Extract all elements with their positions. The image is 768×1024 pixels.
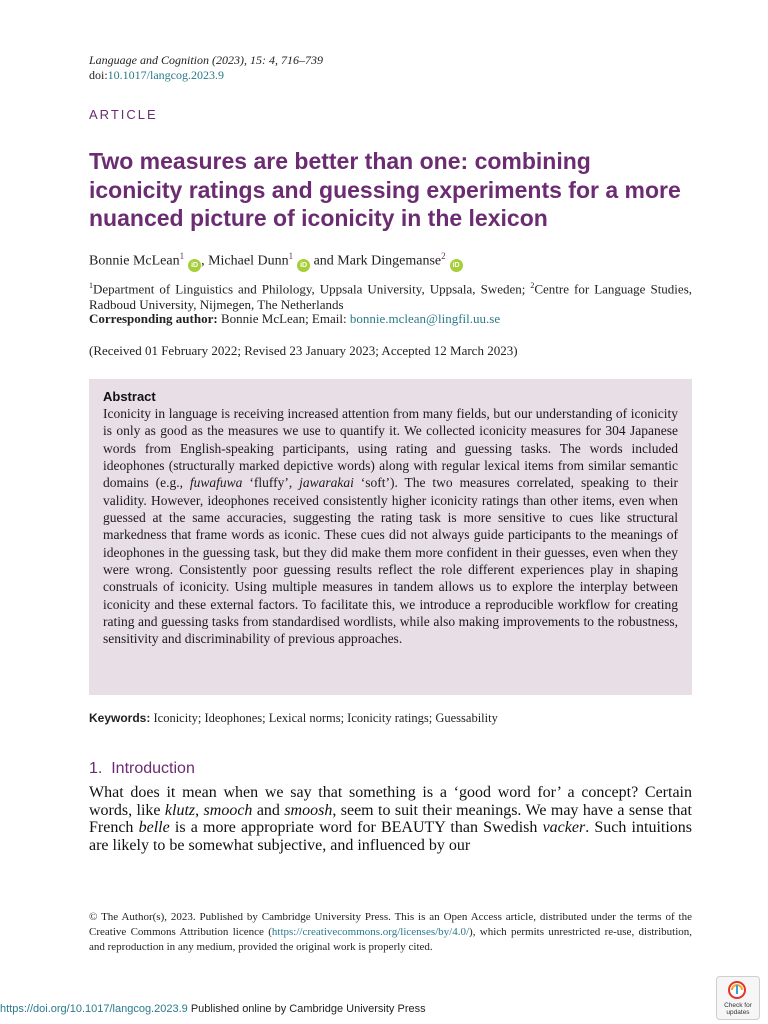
example-word: smooch	[203, 801, 253, 819]
intro-segment: and	[252, 801, 285, 819]
corresponding-label: Corresponding author:	[89, 311, 218, 326]
affiliation-marker: 1	[179, 251, 185, 261]
intro-segment: What does it mean when we say that something is a ‘good word for’ a concept? Certain words, like	[89, 784, 692, 819]
keywords-text: Iconicity; Ideophones; Lexical norms; Iconicity ratings; Guessability	[150, 711, 498, 725]
article-title: Two measures are better than one: combining iconicity ratings and guessing experiments for a more nuanced picture of iconicity in the lexicon	[89, 148, 681, 231]
license-link[interactable]: https://creativecommons.org/licenses/by/4.0/	[271, 926, 470, 938]
affiliation-text: Centre for Language Studies, Radboud University, Nijmegen, The Netherlands	[89, 281, 692, 313]
check-for-updates-button[interactable]	[716, 976, 760, 1020]
copyright-segment: ), which permits unrestricted re-use, distribution, and reproduction in any medium, provided the original work is properly cited.	[89, 926, 692, 953]
journal-citation: Language and Cognition (2023), 15: 4, 716–739	[89, 53, 323, 67]
example-word: klutz	[164, 801, 196, 819]
check-updates-line1: Check for	[724, 1002, 752, 1009]
section-heading	[89, 760, 195, 778]
orcid-icon[interactable]: iD	[188, 259, 201, 272]
corresponding-text: Bonnie McLean; Email:	[217, 311, 350, 326]
affiliation-text: Department of Linguistics and Philology, Uppsala University, Uppsala, Sweden;	[93, 281, 531, 297]
affiliations	[89, 278, 692, 313]
affiliation-marker: 2	[530, 281, 535, 290]
keywords-label: Keywords:	[89, 711, 151, 725]
section-number: 1.	[89, 760, 103, 777]
abstract-segment: ‘fluffy’,	[242, 475, 300, 491]
intro-segment: . Such intuitions are likely to be somewhat subjective, and influenced by our	[89, 819, 693, 854]
check-updates-label	[717, 1002, 759, 1016]
section-title: Introduction	[111, 760, 195, 777]
example-word: fuwafuwa	[189, 475, 243, 491]
abstract-heading: Abstract	[103, 389, 156, 404]
abstract-segment: ‘soft’). The two measures correlated, speaking to their validity. However, ideophones received consistently higher iconicity ratings than other items, even when guessed at the same accuracies, suggesting the rating task is more sensitive to cues like structural markedness that frame words as iconic. These cues did not always guide participants to the meanings of ideophones in the guessing task, but they did make them more confident in their guesses, even when they were wrong. Consistently poor guessing results reflect the role different experiences play in shaping construals of iconicity. Using multiple measures in tandem allows us to explore the interplay between iconicity and these external factors. To facilitate this, we introduce a reproducible workflow for creating rating and guessing tasks from standardised wordlists, while also making improvements to the robustness, sensitivity and discriminability of previous approaches.	[103, 475, 678, 647]
example-word: smoosh	[284, 801, 333, 819]
intro-paragraph	[89, 784, 692, 854]
intro-segment: ,	[195, 801, 204, 819]
intro-segment: , seem to suit their meanings. We may have a sense that French	[89, 801, 692, 837]
intro-segment: is a more appropriate word for BEAUTY than Swedish	[169, 819, 543, 837]
doi-prefix: doi:	[89, 68, 108, 82]
corresponding-author	[89, 311, 500, 327]
page-footer	[0, 1003, 426, 1015]
affiliation-marker: 2	[441, 251, 446, 261]
article-doi	[89, 68, 224, 83]
doi-link[interactable]: 10.1017/langcog.2023.9	[107, 68, 224, 82]
affiliation-marker: 1	[288, 251, 294, 261]
crossmark-icon	[728, 981, 746, 999]
check-updates-line2: updates	[726, 1009, 750, 1016]
copyright-segment: © The Author(s), 2023. Published by Cambridge University Press. This is an Open Access article, distributed under the terms of the Creative Commons Attribution licence (	[89, 911, 692, 938]
footer-text: Published online by Cambridge University Press	[187, 1003, 426, 1015]
submission-dates: (Received 01 February 2022; Revised 23 January 2023; Accepted 12 March 2023)	[89, 343, 518, 358]
author-name[interactable]: Michael Dunn	[208, 253, 289, 269]
affiliation-marker: 1	[89, 281, 93, 290]
keywords	[89, 711, 498, 726]
article-type: ARTICLE	[89, 107, 158, 122]
example-word: vacker	[542, 819, 586, 837]
footer-doi-link[interactable]: https://doi.org/10.1017/langcog.2023.9	[0, 1003, 188, 1015]
email-link[interactable]: bonnie.mclean@lingfil.uu.se	[349, 311, 501, 326]
example-word: jawarakai	[299, 475, 354, 491]
abstract-text	[103, 405, 678, 648]
orcid-icon[interactable]: iD	[297, 259, 310, 272]
author-name[interactable]: Bonnie McLean	[89, 253, 180, 269]
author-separator: and	[310, 253, 338, 269]
author-separator: ,	[201, 253, 209, 269]
abstract-segment: Iconicity in language is receiving increased attention from many fields, but our understanding of iconicity is only as good as the measures we use to quantify it. We collected iconicity measures for 304 Japanese words from English-speaking participants, using rating and guessing tasks. The words included ideophones (structurally marked depictive words) along with regular lexical items from similar semantic domains (e.g.,	[103, 406, 678, 491]
author-name[interactable]: Mark Dingemanse	[337, 253, 442, 269]
author-list	[89, 251, 463, 272]
example-word: belle	[138, 819, 170, 837]
orcid-icon[interactable]: iD	[450, 259, 463, 272]
copyright-notice	[89, 910, 692, 955]
